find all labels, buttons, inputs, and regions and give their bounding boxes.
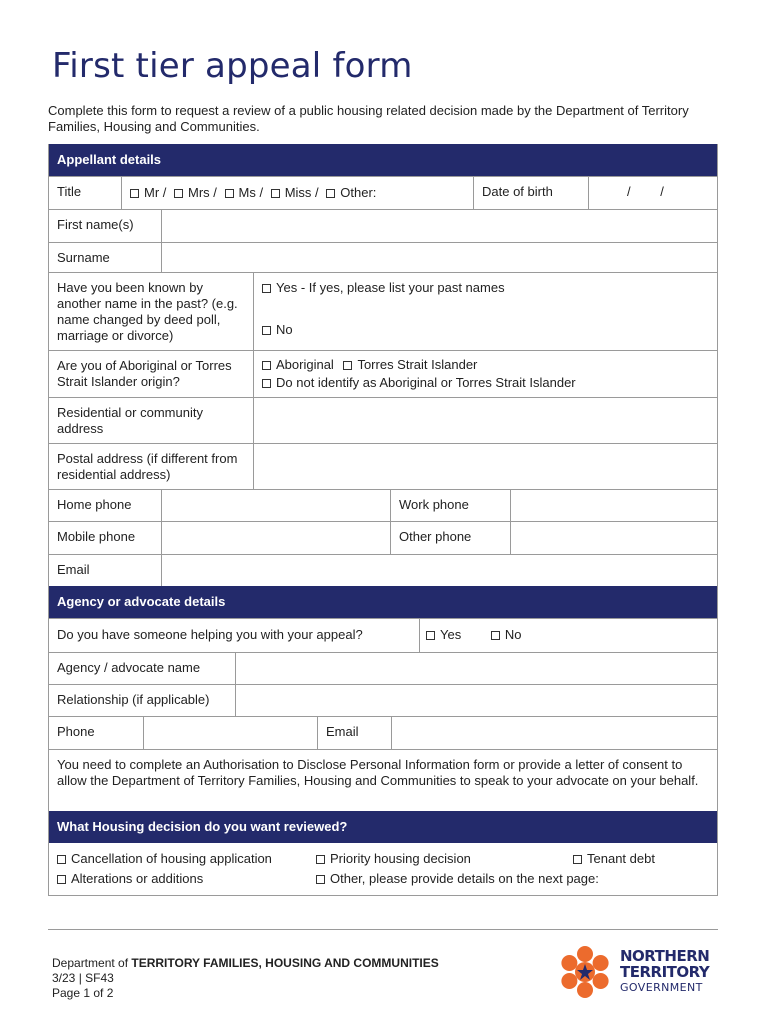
known-by-options xyxy=(254,273,717,350)
work-phone-label: Work phone xyxy=(391,490,511,521)
dob-field[interactable]: / / xyxy=(627,184,664,199)
origin-row xyxy=(49,350,717,397)
home-phone-label: Home phone xyxy=(49,490,162,521)
footer-dept-name: TERRITORY FAMILIES, HOUSING AND COMMUNITIES xyxy=(131,956,439,970)
page-title: First tier appeal form xyxy=(52,46,413,86)
logo-line-1: NORTHERN xyxy=(620,947,710,965)
appeal-form xyxy=(48,144,718,896)
logo-line-3: GOVERNMENT xyxy=(620,981,703,994)
home-phone-field[interactable] xyxy=(162,490,391,521)
mobile-phone-field[interactable] xyxy=(162,522,391,554)
checkbox-icon xyxy=(57,855,66,864)
agency-contact-row xyxy=(49,716,717,749)
relationship-row xyxy=(49,684,717,716)
consent-note-row xyxy=(49,749,717,811)
title-option-ms[interactable]: Ms / xyxy=(225,185,264,201)
title-options xyxy=(122,177,474,209)
decision-tenant-debt-option[interactable]: Tenant debt xyxy=(573,849,655,869)
first-name-label: First name(s) xyxy=(49,210,162,242)
checkbox-icon xyxy=(174,189,183,198)
agency-name-field[interactable] xyxy=(236,653,717,684)
postal-field[interactable] xyxy=(254,444,717,489)
agency-name-row xyxy=(49,652,717,684)
helper-yes-option[interactable]: Yes xyxy=(426,627,461,643)
title-option-other[interactable]: Other: xyxy=(326,185,376,201)
decision-other-option[interactable]: Other, please provide details on the next page: xyxy=(316,869,599,889)
checkbox-icon xyxy=(262,379,271,388)
email-row xyxy=(49,554,717,586)
checkbox-icon xyxy=(262,326,271,335)
residential-label: Residential or community address xyxy=(49,398,254,443)
postal-row xyxy=(49,443,717,489)
surname-field[interactable] xyxy=(162,243,717,272)
email-field[interactable] xyxy=(162,555,717,586)
known-by-label: Have you been known by another name in the past? (e.g. name changed by deed poll, marriage or divorce) xyxy=(49,273,254,350)
residential-field[interactable] xyxy=(254,398,717,443)
helper-question: Do you have someone helping you with your appeal? xyxy=(49,619,420,652)
title-option-miss[interactable]: Miss / xyxy=(271,185,319,201)
decision-cancellation-option[interactable]: Cancellation of housing application xyxy=(57,849,272,869)
agency-email-label: Email xyxy=(318,717,392,749)
first-name-field[interactable] xyxy=(162,210,717,242)
origin-tsi-option[interactable]: Torres Strait Islander xyxy=(343,357,477,373)
agency-phone-label: Phone xyxy=(49,717,144,749)
surname-label: Surname xyxy=(49,243,162,272)
phone-row-2 xyxy=(49,521,717,554)
checkbox-icon xyxy=(262,284,271,293)
checkbox-icon xyxy=(426,631,435,640)
footer-dept-prefix: Department of xyxy=(52,956,129,970)
agency-email-field[interactable] xyxy=(392,717,717,749)
section-header-agency: Agency or advocate details xyxy=(49,586,717,618)
footer xyxy=(52,956,439,1001)
checkbox-icon xyxy=(326,189,335,198)
section-header-appellant: Appellant details xyxy=(49,144,717,176)
title-label: Title xyxy=(49,177,122,209)
logo-line-2: TERRITORY xyxy=(620,963,710,981)
relationship-label: Relationship (if applicable) xyxy=(49,685,236,716)
origin-label: Are you of Aboriginal or Torres Strait Islander origin? xyxy=(49,351,254,397)
checkbox-icon xyxy=(573,855,582,864)
residential-row xyxy=(49,397,717,443)
checkbox-icon xyxy=(271,189,280,198)
work-phone-field[interactable] xyxy=(511,490,717,521)
phone-row-1 xyxy=(49,489,717,521)
footer-divider xyxy=(48,929,718,930)
origin-options xyxy=(254,351,717,397)
title-option-mrs[interactable]: Mrs / xyxy=(174,185,217,201)
decision-priority-option[interactable]: Priority housing decision xyxy=(316,849,471,869)
section-header-decision: What Housing decision do you want reviewed? xyxy=(49,811,717,843)
checkbox-icon xyxy=(316,875,325,884)
helper-row xyxy=(49,618,717,652)
relationship-field[interactable] xyxy=(236,685,717,716)
surname-row xyxy=(49,242,717,272)
decision-alterations-option[interactable]: Alterations or additions xyxy=(57,869,203,889)
title-row xyxy=(49,176,717,209)
footer-page-number: Page 1 of 2 xyxy=(52,986,114,1000)
checkbox-icon xyxy=(262,361,271,370)
other-phone-field[interactable] xyxy=(511,522,717,554)
checkbox-icon xyxy=(225,189,234,198)
postal-label: Postal address (if different from residential address) xyxy=(49,444,254,489)
mobile-phone-label: Mobile phone xyxy=(49,522,162,554)
email-label: Email xyxy=(49,555,162,586)
origin-none-option[interactable]: Do not identify as Aboriginal or Torres Strait Islander xyxy=(262,375,709,391)
known-by-row xyxy=(49,272,717,350)
logo-wordmark xyxy=(620,948,709,996)
checkbox-icon xyxy=(130,189,139,198)
checkbox-icon xyxy=(343,361,352,370)
checkbox-icon xyxy=(491,631,500,640)
known-yes-option[interactable]: Yes - If yes, please list your past names xyxy=(262,280,709,296)
intro-text: Complete this form to request a review of a public housing related decision made by the Department of Territory Families, Housing and Communities. xyxy=(48,103,689,134)
helper-options xyxy=(420,619,717,652)
decision-options xyxy=(49,843,717,895)
footer-form-code: 3/23 | SF43 xyxy=(52,971,114,985)
checkbox-icon xyxy=(57,875,66,884)
dob-label: Date of birth xyxy=(474,177,589,209)
known-no-option[interactable]: No xyxy=(262,322,709,338)
title-option-mr[interactable]: Mr / xyxy=(130,185,166,201)
first-name-row xyxy=(49,209,717,242)
agency-phone-field[interactable] xyxy=(144,717,318,749)
helper-no-option[interactable]: No xyxy=(491,627,522,643)
agency-name-label: Agency / advocate name xyxy=(49,653,236,684)
other-phone-label: Other phone xyxy=(391,522,511,554)
origin-aboriginal-option[interactable]: Aboriginal xyxy=(262,357,334,373)
checkbox-icon xyxy=(316,855,325,864)
consent-note: You need to complete an Authorisation to Disclose Personal Information form or provide a letter of consent to allow the Department of Territory Families, Housing and Communities to speak to your advocate on your behalf. xyxy=(57,757,699,788)
